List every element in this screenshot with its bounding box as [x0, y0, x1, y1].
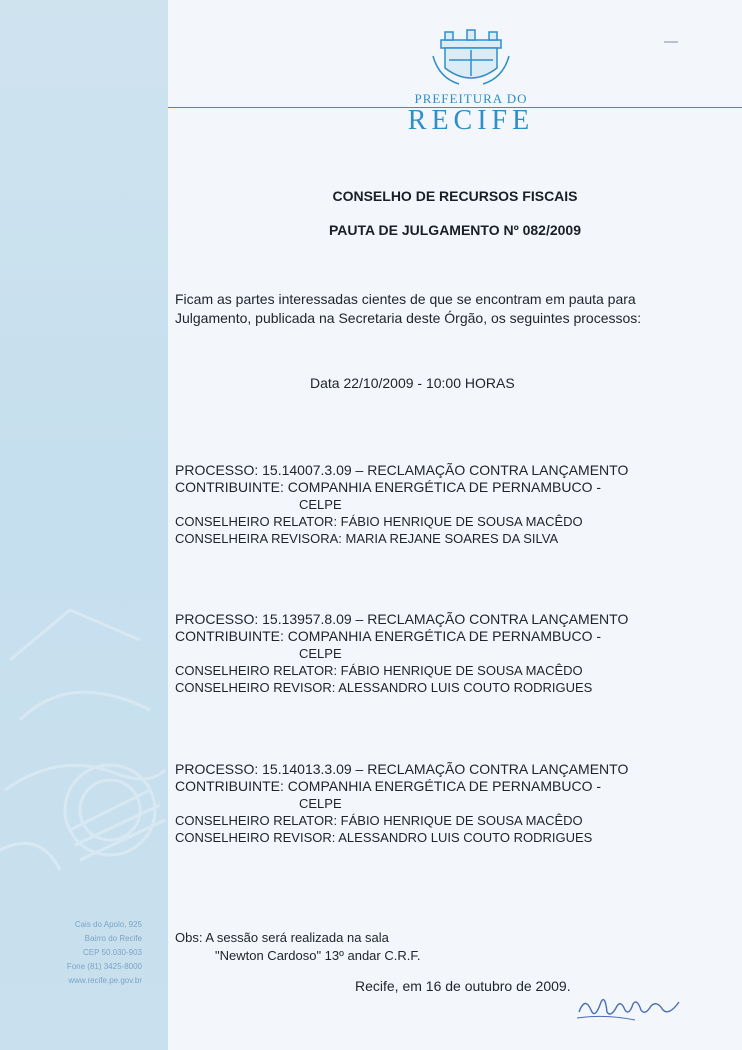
place-and-date: Recife, em 16 de outubro de 2009. — [355, 978, 571, 994]
process-rapporteur: CONSELHEIRO RELATOR: FÁBIO HENRIQUE DE SOUSA MACÊDO — [175, 514, 583, 529]
brand-prefeitura: PREFEITURA DO — [414, 91, 528, 106]
process-rapporteur: CONSELHEIRO RELATOR: FÁBIO HENRIQUE DE SOUSA MACÊDO — [175, 663, 583, 678]
process-block — [175, 462, 715, 547]
process-number: PROCESSO: 15.13957.8.09 – RECLAMAÇÃO CONTRA LANÇAMENTO — [175, 611, 629, 627]
address-line: CEP 50.030-903 — [82, 948, 142, 957]
process-block — [175, 611, 715, 696]
session-date: Data 22/10/2009 - 10:00 HORAS — [310, 375, 515, 391]
obs-room-line: "Newton Cardoso" 13º andar C.R.F. — [215, 948, 421, 963]
process-number: PROCESSO: 15.14013.3.09 – RECLAMAÇÃO CONTRA LANÇAMENTO — [175, 761, 629, 777]
observation-note — [175, 929, 420, 965]
process-taxpayer-cont: CELPE — [299, 796, 342, 811]
process-reviewer: CONSELHEIRO REVISOR: ALESSANDRO LUIS COUTO RODRIGUES — [175, 830, 593, 845]
intro-line: Ficam as partes interessadas cientes de que se encontram em pauta para — [175, 291, 636, 307]
process-taxpayer: CONTRIBUINTE: COMPANHIA ENERGÉTICA DE PERNAMBUCO - — [175, 778, 602, 794]
city-crest-icon — [431, 28, 511, 90]
sidebar-address — [30, 918, 142, 988]
address-line: Bairro do Recife — [84, 934, 142, 943]
process-number: PROCESSO: 15.14007.3.09 – RECLAMAÇÃO CONTRA LANÇAMENTO — [175, 462, 629, 478]
address-line: Fone (81) 3425-8000 — [66, 962, 142, 971]
process-taxpayer-cont: CELPE — [299, 497, 342, 512]
intro-line: Julgamento, publicada na Secretaria deste Órgão, os seguintes processos: — [175, 310, 642, 326]
process-reviewer: CONSELHEIRA REVISORA: MARIA REJANE SOARES DA SILVA — [175, 531, 559, 546]
address-line: Cais do Apolo, 925 — [74, 920, 142, 929]
scan-mark — [664, 41, 678, 43]
agenda-title: PAUTA DE JULGAMENTO Nº 082/2009 — [329, 222, 581, 238]
handwritten-signature-icon — [575, 990, 685, 1024]
brand-recife: RECIFE — [407, 105, 535, 136]
address-line: www.recife.pe.gov.br — [68, 976, 142, 985]
process-block — [175, 761, 715, 846]
process-rapporteur: CONSELHEIRO RELATOR: FÁBIO HENRIQUE DE SOUSA MACÊDO — [175, 813, 583, 828]
obs-line: Obs: A sessão será realizada na sala — [175, 930, 389, 945]
intro-paragraph — [175, 290, 695, 328]
council-title: CONSELHO DE RECURSOS FISCAIS — [332, 188, 578, 204]
process-taxpayer: CONTRIBUINTE: COMPANHIA ENERGÉTICA DE PERNAMBUCO - — [175, 628, 602, 644]
process-taxpayer-cont: CELPE — [299, 646, 342, 661]
process-taxpayer: CONTRIBUINTE: COMPANHIA ENERGÉTICA DE PERNAMBUCO - — [175, 479, 602, 495]
city-emblem-watermark-icon — [0, 600, 168, 900]
process-reviewer: CONSELHEIRO REVISOR: ALESSANDRO LUIS COUTO RODRIGUES — [175, 680, 593, 695]
